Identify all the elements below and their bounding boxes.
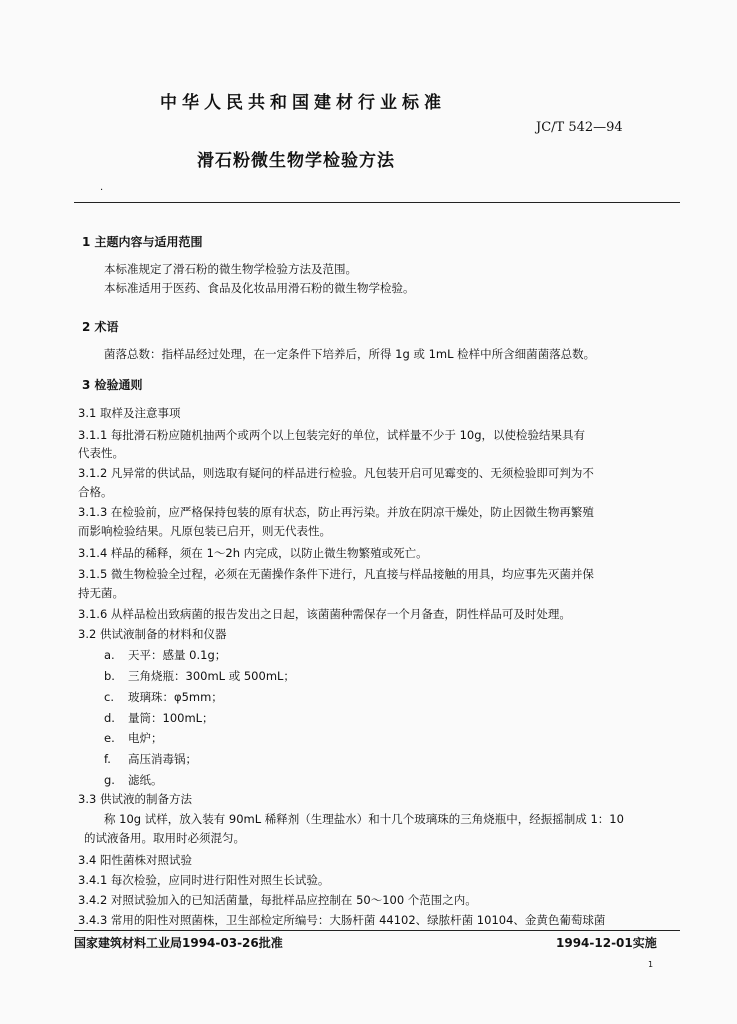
clause-3-2-heading: 3.2 供试液制备的材料和仪器: [78, 627, 227, 641]
issuing-body-title: 中华人民共和国建材行业标准: [160, 93, 446, 113]
clause-3-4-1: 3.4.1 每次检验，应同时进行阳性对照生长试验。: [78, 873, 330, 887]
clause-3-3-para-line-2: 的试液备用。取用时必须混匀。: [84, 831, 245, 845]
page-number: 1: [648, 960, 654, 969]
list-item: g. 滤纸。: [104, 773, 163, 787]
section-3-heading: 3 检验通则: [82, 378, 143, 392]
clause-3-1-6: 3.1.6 从样品检出致病菌的报告发出之日起，该菌菌种需保存一个月备查，阴性样品可及时处理。: [78, 607, 571, 621]
list-item: f. 高压消毒锅；: [104, 752, 197, 766]
section-1-para-2: 本标准适用于医药、食品及化妆品用滑石粉的微生物学检验。: [104, 281, 415, 295]
clause-3-1-5-line-2: 持无菌。: [78, 586, 124, 600]
clause-3-1-1-line-2: 代表性。: [78, 446, 124, 460]
section-2-para-1: 菌落总数：指样品经过处理，在一定条件下培养后，所得 1g 或 1mL 检样中所含细菌菌落总数。: [104, 347, 596, 361]
list-item: a. 天平：感量 0.1g；: [104, 648, 227, 662]
clause-3-4-2: 3.4.2 对照试验加入的已知活菌量，每批样品应控制在 50～100 个范围之内。: [78, 893, 477, 907]
clause-3-1-3-line-1: 3.1.3 在检验前，应严格保持包装的原有状态，防止再污染。并放在阴凉干燥处，防止因微生物再繁殖: [78, 505, 594, 519]
clause-3-4-heading: 3.4 阳性菌株对照试验: [78, 853, 192, 867]
approval-line: 国家建筑材料工业局1994-03-26批准: [74, 936, 283, 950]
effective-date: 1994-12-01实施: [556, 936, 657, 950]
section-1-para-1: 本标准规定了滑石粉的微生物学检验方法及范围。: [104, 262, 357, 276]
clause-3-1-1-line-1: 3.1.1 每批滑石粉应随机抽两个或两个以上包装完好的单位，试样量不少于 10g，以使检验结果具有: [78, 428, 586, 442]
list-item: e. 电炉；: [104, 731, 163, 745]
clause-3-1-2-line-1: 3.1.2 凡异常的供试品，则选取有疑问的样品进行检验。凡包装开启可见霉变的、无须检验即可判为不: [78, 466, 594, 480]
stray-dot: .: [100, 182, 104, 193]
list-item: b. 三角烧瓶：300mL 或 500mL；: [104, 669, 295, 683]
standard-code: JC/T 542—94: [536, 120, 623, 135]
clause-3-1-5-line-1: 3.1.5 微生物检验全过程，必须在无菌操作条件下进行，凡直接与样品接触的用具，均应事先灭菌并保: [78, 567, 594, 581]
clause-3-3-para-line-1: 称 10g 试样，放入装有 90mL 稀释剂（生理盐水）和十几个玻璃珠的三角烧瓶中，经振摇制成 1：10: [104, 812, 624, 826]
clause-3-3-heading: 3.3 供试液的制备方法: [78, 792, 192, 806]
clause-3-1-4: 3.1.4 样品的稀释，须在 1～2h 内完成，以防止微生物繁殖或死亡。: [78, 546, 428, 560]
list-item: d. 量筒：100mL；: [104, 711, 214, 725]
header-rule: [74, 202, 680, 203]
clause-3-1-2-line-2: 合格。: [78, 485, 113, 499]
footer-rule: [74, 930, 680, 931]
clause-3-1-3-line-2: 而影响检验结果。凡原包装已启开，则无代表性。: [78, 524, 331, 538]
section-2-heading: 2 术语: [82, 320, 119, 334]
section-1-heading: 1 主题内容与适用范围: [82, 235, 203, 249]
list-item: c. 玻璃珠：φ5mm；: [104, 690, 223, 704]
document-title: 滑石粉微生物学检验方法: [197, 151, 395, 171]
clause-3-4-3: 3.4.3 常用的阳性对照菌株，卫生部检定所编号：大肠杆菌 44102、绿脓杆菌 10104、金黄色葡萄球菌: [78, 913, 606, 927]
clause-3-1-heading: 3.1 取样及注意事项: [78, 406, 181, 420]
